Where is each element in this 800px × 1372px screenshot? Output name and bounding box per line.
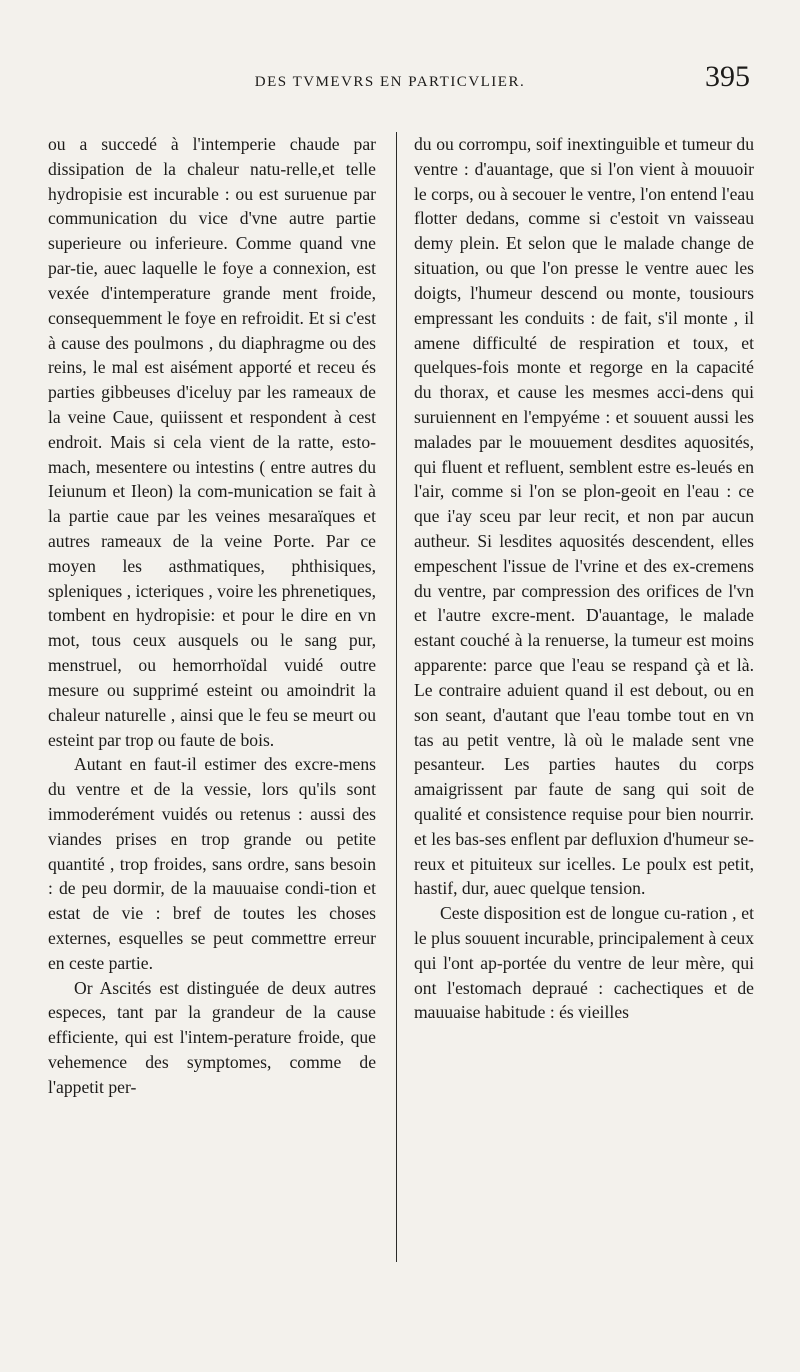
paragraph: Or Ascités est distinguée de deux autres especes, tant par la grandeur de la cause efficiente, qui est l'intem-perature froide, que vehemence des symptomes, comme de l'appetit per- — [48, 977, 376, 1097]
right-column — [414, 132, 754, 1025]
running-title: DES TVMEVRS EN PARTICVLIER. — [254, 74, 526, 90]
paragraph: du ou corrompu, soif inextinguible et tumeur du ventre : d'auantage, que si l'on vient à mouuoir le corps, ou à secouer le ventre, l'on entend l'eau flotter dedans, comme si c'estoit vn vaisseau demy plein. Et selon que le malade change de situation, ou que l'on presse le ventre auec les doigts, l'humeur descend ou monte, tousiours empressant les conduits : de fait, s'il monte , il amene difficulté de respiration et toux, et quelques-fois monte et regorge en la capacité du thorax, et cause les mesmes acci-dens qui suruiennent en l'empyéme : et souuent aussi les malades par le mouuement desdites aquosités, qui fluent et refluent, semblent estre es-leués en l'air, comme si l'on se plon-geoit en l'eau : ce que i'ay sceu par leur recit, et non par aucun autheur. Si lesdites aquosités descendent, elles empeschent l'issue de l'vrine et des ex-cremens du ventre, par compression des orifices de l'vn et l'autre excre-ment. D'auantage, le malade estant couché à la renuerse, la tumeur est moins apparente: parce que l'eau se respand çà et là. Le contraire aduient quand il est debout, ou en son seant, d'autant que l'eau tombe tout en vn tas au petit ventre, là où le malade sent vne pesanteur. Les parties hautes du corps amaigrissent par faute de sang qui soit de qualité et consistence requise pour bien nourrir. et les bas-ses enflent par defluxion d'humeur se-reux et pituiteux sur icelles. Le poulx est petit, hastif, dur, auec quelque tension. — [414, 134, 754, 899]
paragraph: ou a succedé à l'intemperie chaude par dissipation de la chaleur natu-relle,et telle hydropisie est incurable : ou est suruenue par communication du vice d'vne autre partie superieure ou inferieure. Comme quand vne par-tie, auec laquelle le foye a connexion, est vexée d'intemperature grande ment froide, consequemment le foye en refroidit. Et si c'est à cause des poulmons , du diaphragme ou des reins, le mal est aisément apporté et receu és parties gibbeuses d'iceluy par les rameaux de la veine Caue, quiissent et respondent à cest endroit. Mais si cela vient de la ratte, esto-mach, mesentere ou intestins ( entre autres du Ieiunum et Ileon) la com-munication se fait à la partie caue par les veines mesaraïques et autres rameaux de la veine Porte. Par ce moyen les asthmatiques, phthisiques, spleniques , icteriques , voire les phrenetiques, tombent en hydropisie: et pour le dire en vn mot, tous ceux ausquels ou le sang pur, menstruel, ou hemorrhoïdal vuidé outre mesure ou supprimé esteint ou amoindrit la chaleur naturelle , ainsi que le feu se meurt ou esteint par trop ou faute de bois. — [48, 134, 376, 750]
page-number: 395 — [705, 60, 750, 93]
page-header — [70, 52, 750, 100]
paragraph: Autant en faut-il estimer des excre-mens du ventre et de la vessie, lors qu'ils sont immoderément vuidés ou retenus : aussi des viandes prises en trop grande ou petite quantité , trop froides, sans ordre, sans besoin : de peu dormir, de la mauuaise condi-tion et estat de vie : bref de toutes les choses externes, esquelles se peut commettre erreur en ceste partie. — [48, 754, 376, 973]
left-column — [48, 132, 376, 1100]
paragraph: Ceste disposition est de longue cu-ration , et le plus souuent incurable, principalement à ceux qui l'ont ap-portée du ventre de leur mère, qui ont l'estomach depraué : cachectiques et de mauuaise habitude : és vieilles — [414, 903, 754, 1023]
column-divider — [396, 132, 397, 1262]
